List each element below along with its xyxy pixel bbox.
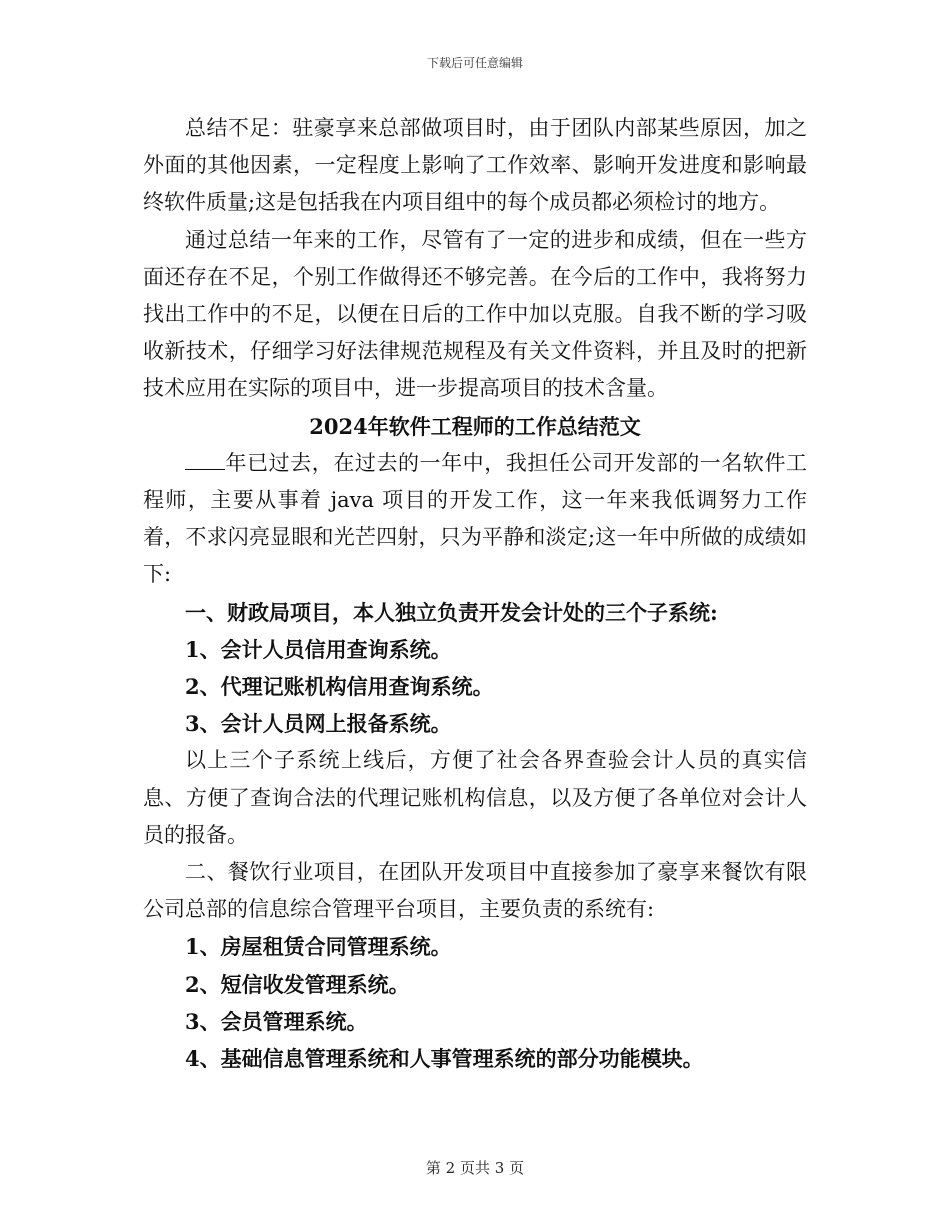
section-heading-finance: 一、财政局项目，本人独立负责开发会计处的三个子系统: (185, 599, 718, 625)
list-item: 2、代理记账机构信用查询系统。 (185, 674, 494, 700)
paragraph-intro (143, 445, 807, 594)
document-title: 2024年软件工程师的工作总结范文 (309, 413, 641, 439)
paragraph-intro-text: 年已过去，在过去的一年中，我担任公司开发部的一名软件工程师，主要从事着 java 项目的开发工作，这一年来我低调努力工作着，不求闪亮显眼和光芒四射，只为平静和淡定;这一年中所做的成绩如下: (143, 450, 807, 587)
paragraph-summary-shortcomings: 总结不足：驻豪享来总部做项目时，由于团队内部某些原因，加之外面的其他因素，一定程度上影响了工作效率、影响开发进度和影响最终软件质量;这是包括我在内项目组中的每个成员都必须检讨的地方。 (143, 116, 807, 215)
list-item: 1、房屋租赁合同管理系统。 (185, 934, 452, 960)
list-item: 3、会员管理系统。 (185, 1008, 368, 1034)
list-item: 3、会计人员网上报备系统。 (185, 711, 452, 737)
list-item: 4、基础信息管理系统和人事管理系统的部分功能模块。 (185, 1046, 704, 1072)
document-body (143, 110, 807, 1077)
paragraph-finance-result: 以上三个子系统上线后，方便了社会各界查验会计人员的真实信息、方便了查询合法的代理记账机构信息，以及方便了各单位对会计人员的报备。 (143, 748, 807, 847)
page-header: 下载后可任意编辑 (426, 56, 523, 70)
blank-underline (185, 451, 225, 470)
list-item: 2、短信收发管理系统。 (185, 971, 410, 997)
page-footer: 第 2 页共 3 页 (425, 1159, 525, 1177)
section-heading-catering: 二、餐饮行业项目，在团队开发项目中直接参加了豪享来餐饮有限公司总部的信息综合管理平台项目，主要负责的系统有: (143, 860, 807, 922)
list-item: 1、会计人员信用查询系统。 (185, 636, 452, 662)
paragraph-year-review: 通过总结一年来的工作，尽管有了一定的进步和成绩，但在一些方面还存在不足，个别工作做得还不够完善。在今后的工作中，我将努力找出工作中的不足，以便在日后的工作中加以克服。自我不断的学习吸收新技术，仔细学习好法律规范规程及有关文件资料，并且及时的把新技术应用在实际的项目中，进一步提高项目的技术含量。 (143, 227, 807, 401)
